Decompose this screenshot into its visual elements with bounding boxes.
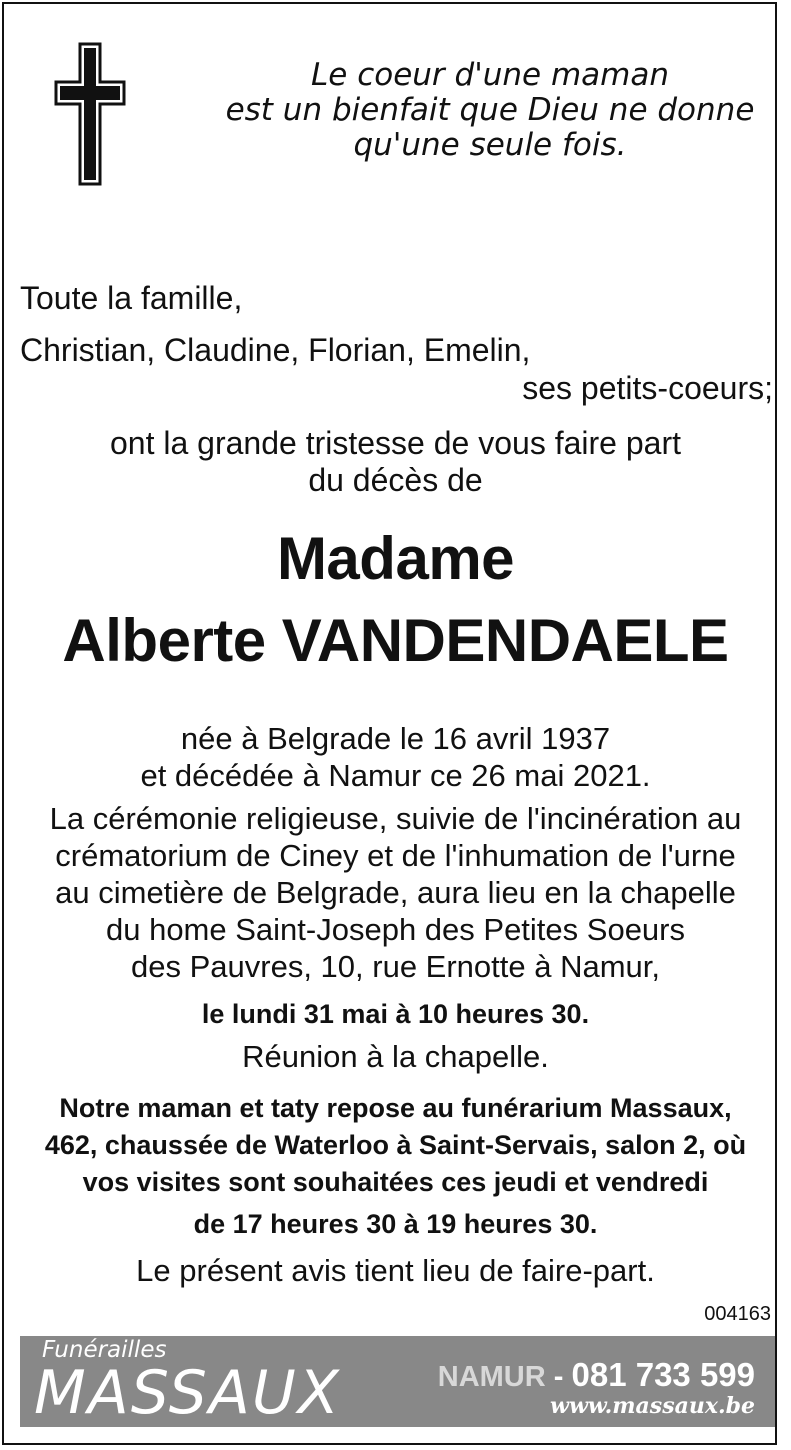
visitation-line: Notre maman et taty repose au funérarium Massaux, bbox=[59, 1093, 732, 1123]
deceased-title: Madame bbox=[276, 525, 515, 592]
ceremony-line: du home Saint-Joseph des Petites Soeurs bbox=[105, 912, 685, 947]
visitation-line: vos visites sont souhaitées ces jeudi et vendredi bbox=[82, 1167, 709, 1197]
ceremony-line: La cérémonie religieuse, suivie de l'incinération au bbox=[49, 801, 742, 836]
dates-block bbox=[0, 720, 791, 794]
quote-line: est un bienfait que Dieu ne donne bbox=[225, 92, 755, 128]
banner-separator: - bbox=[545, 1361, 572, 1393]
deceased-name: Alberte VANDENDAELE bbox=[62, 607, 729, 674]
quote-line: qu'une seule fois. bbox=[353, 127, 627, 163]
banner-subtitle: Funérailles bbox=[42, 1337, 167, 1363]
epigraph-quote bbox=[200, 58, 780, 163]
banner-website: www.massaux.be bbox=[550, 1393, 755, 1419]
family-grandchildren: ses petits-coeurs; bbox=[522, 370, 773, 406]
visitation-hours: de 17 heures 30 à 19 heures 30. bbox=[193, 1209, 598, 1239]
family-names: Christian, Claudine, Florian, Emelin, bbox=[20, 332, 531, 368]
banner-city: NAMUR bbox=[437, 1361, 546, 1393]
ceremony-block bbox=[0, 800, 791, 985]
notice-text: Le présent avis tient lieu de faire-part. bbox=[136, 1253, 655, 1288]
family-intro: Toute la famille, bbox=[20, 280, 243, 316]
ceremony-line: crématorium de Ciney et de l'inhumation de l'urne bbox=[55, 838, 736, 873]
visitation-block bbox=[0, 1090, 791, 1201]
funeral-home-banner bbox=[20, 1336, 775, 1427]
announcement-line: du décès de bbox=[308, 462, 483, 498]
ceremony-line: au cimetière de Belgrade, aura lieu en la chapelle bbox=[55, 875, 736, 910]
death-line: et décédée à Namur ce 26 mai 2021. bbox=[140, 758, 651, 793]
birth-line: née à Belgrade le 16 avril 1937 bbox=[180, 721, 611, 756]
ceremony-line: des Pauvres, 10, rue Ernotte à Namur, bbox=[131, 949, 660, 984]
banner-contact bbox=[438, 1356, 755, 1394]
reference-number: 004163 bbox=[704, 1303, 771, 1325]
cross-icon bbox=[52, 42, 128, 186]
visitation-line: 462, chaussée de Waterloo à Saint-Servais, salon 2, où bbox=[44, 1130, 747, 1160]
banner-phone: 081 733 599 bbox=[571, 1356, 755, 1393]
ceremony-date: le lundi 31 mai à 10 heures 30. bbox=[201, 999, 590, 1029]
announcement-line: ont la grande tristesse de vous faire part bbox=[110, 425, 681, 461]
ceremony-meeting: Réunion à la chapelle. bbox=[242, 1039, 549, 1074]
banner-logo-text: MASSAUX bbox=[34, 1358, 341, 1428]
quote-line: Le coeur d'une maman bbox=[311, 57, 669, 93]
